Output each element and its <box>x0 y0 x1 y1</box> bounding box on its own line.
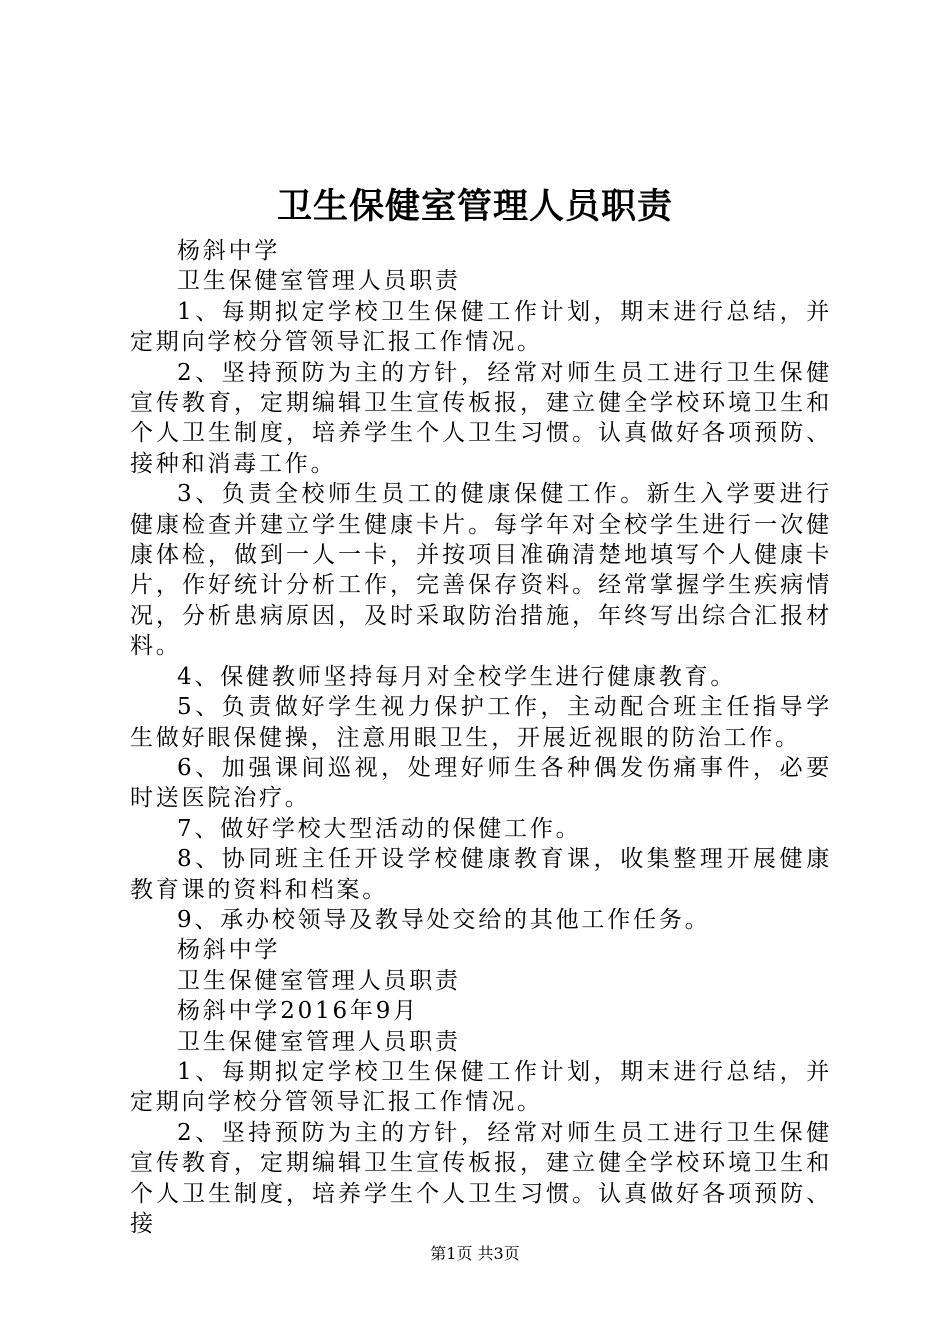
paragraph-subtitle: 卫生保健室管理人员职责 <box>177 268 461 295</box>
paragraph-school-name-2: 杨斜中学 <box>177 937 281 964</box>
paragraph-repeat-item-2: 2、坚持预防为主的方针，经常对师生员工进行卫生保健宣传教育，定期编辑卫生宣传板报，建立健全学校环境卫生和个人卫生制度，培养学生个人卫生习惯。认真做好各项预防、接 <box>130 1119 832 1237</box>
document-title: 卫生保健室管理人员职责 <box>276 187 673 227</box>
paragraph-item-7: 7、做好学校大型活动的保健工作。 <box>177 815 582 842</box>
paragraph-item-6: 6、加强课间巡视，处理好师生各种偶发伤痛事件，必要时送医院治疗。 <box>130 754 832 812</box>
paragraph-date-line: 杨斜中学2016年9月 <box>177 998 419 1025</box>
paragraph-subtitle-2: 卫生保健室管理人员职责 <box>177 967 461 994</box>
paragraph-subtitle-3: 卫生保健室管理人员职责 <box>177 1028 461 1055</box>
paragraph-item-8: 8、协同班主任开设学校健康教育课，收集整理开展健康教育课的资料和档案。 <box>130 846 832 903</box>
document-body <box>130 236 832 1239</box>
paragraph-repeat-item-1: 1、每期拟定学校卫生保健工作计划，期末进行总结，并定期向学校分管领导汇报工作情况。 <box>130 1058 832 1116</box>
paragraph-item-5: 5、负责做好学生视力保护工作，主动配合班主任指导学生做好眼保健操，注意用眼卫生，开展近视眼的防治工作。 <box>130 694 832 751</box>
paragraph-item-9: 9、承办校领导及教导处交给的其他工作任务。 <box>177 906 711 933</box>
paragraph-item-1: 1、每期拟定学校卫生保健工作计划，期末进行总结，并定期向学校分管领导汇报工作情况。 <box>130 298 832 356</box>
paragraph-item-2: 2、坚持预防为主的方针，经常对师生员工进行卫生保健宣传教育，定期编辑卫生宣传板报，建立健全学校环境卫生和个人卫生制度，培养学生个人卫生习惯。认真做好各项预防、接种和消毒工作。 <box>130 359 832 477</box>
paragraph-item-3: 3、负责全校师生员工的健康保健工作。新生入学要进行健康检查并建立学生健康卡片。每学年对全校学生进行一次健康体检，做到一人一卡，并按项目准确清楚地填写个人健康卡片，作好统计分析工作，完善保存资料。经常掌握学生疾病情况，分析患病原因，及时采取防治措施，年终写出综合汇报材料。 <box>130 481 832 660</box>
paragraph-school-name: 杨斜中学 <box>177 238 281 264</box>
paragraph-item-4: 4、保健教师坚持每月对全校学生进行健康教育。 <box>177 663 737 690</box>
page-footer: 第1页 共3页 <box>430 1244 520 1263</box>
